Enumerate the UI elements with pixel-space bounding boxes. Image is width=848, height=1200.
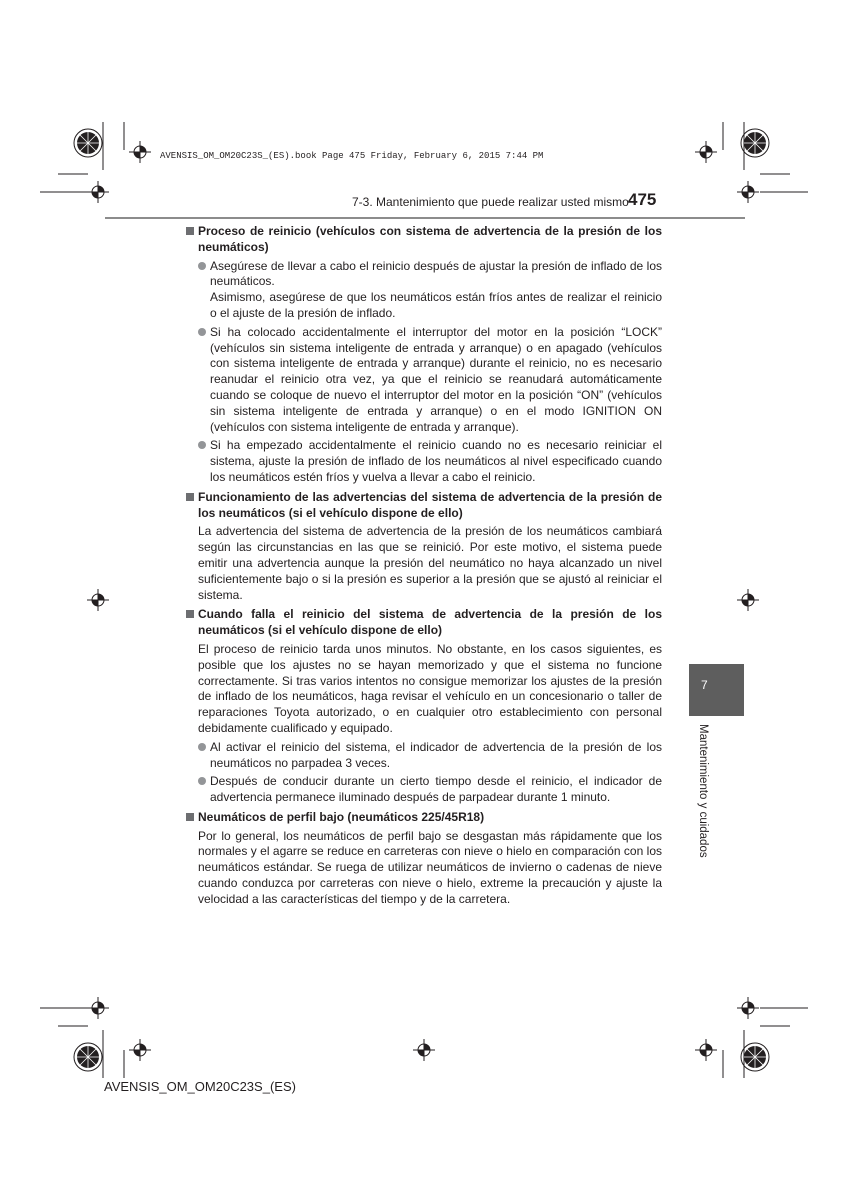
round-bullet-icon	[198, 262, 206, 270]
list-item-text: Asegúrese de llevar a cabo el reinicio después de ajustar la presión de inflado de los neumáticos.	[210, 258, 662, 289]
list-item-note: Asimismo, asegúrese de que los neumáticos están fríos antes de realizar el reinicio o el ajuste de la presión de inflado.	[210, 290, 662, 320]
paragraph: Por lo general, los neumáticos de perfil bajo se desgastan más rápidamente que los normales y el agarre se reduce en carreteras con nieve o hielo en comparación con los neumáticos estándar. Se ruega de utilizar neumáticos de invierno o cadenas de nieve cuando conduzca por carreteras con nieve o hielo, extreme la precaución y ajuste la velocidad a las características del tiempo y de la carretera.	[198, 828, 662, 906]
section-heading	[186, 810, 662, 826]
list-item-text: Al activar el reinicio del sistema, el indicador de advertencia de la presión de los neumáticos no parpadea 3 veces.	[210, 739, 662, 770]
chapter-number: 7	[701, 678, 708, 692]
heading-text: Cuando falla el reinicio del sistema de advertencia de la presión de los neumáticos (si el vehículo dispone de ello)	[198, 607, 662, 638]
square-bullet-icon	[186, 610, 194, 618]
header-rule	[105, 217, 745, 219]
list-item-text: Si ha colocado accidentalmente el interruptor del motor en la posición “LOCK” (vehículos sin sistema inteligente de entrada y arranque) o en apagado (vehículos con sistema inteligente de entrada y arranque) durante el reinicio, no es necesario reanudar el reinicio otra vez, ya que el reinicio se reanudará automáticamente cuando se coloque de nuevo el interruptor del motor en la posición “ON” (vehículos sin sistema inteligente de entrada y arranque) o en el modo IGNITION ON (vehículos con sistema inteligente de entrada y arranque).	[210, 324, 662, 434]
section-low-profile-tires	[186, 810, 662, 908]
list-item	[186, 259, 662, 291]
list-item	[186, 325, 662, 436]
list-item-text: Si ha empezado accidentalmente el reinicio cuando no es necesario reiniciar el sistema, ajuste la presión de inflado de los neumáticos al nivel especificado cuando los neumáticos estén fríos y vuelva a llevar a cabo el reinicio.	[210, 438, 662, 484]
list-item	[186, 774, 662, 806]
section-heading	[186, 224, 662, 256]
heading-text: Funcionamiento de las advertencias del sistema de advertencia de la presión de los neumáticos (si el vehículo dispone de ello)	[198, 489, 662, 520]
chapter-label: Mantenimiento y cuidados	[697, 724, 709, 858]
heading-text: Neumáticos de perfil bajo (neumáticos 225/45R18)	[198, 809, 485, 824]
footer-doc-id: AVENSIS_OM_OM20C23S_(ES)	[104, 1079, 296, 1094]
round-bullet-icon	[198, 441, 206, 449]
print-info: AVENSIS_OM_OM20C23S_(ES).book Page 475 Friday, February 6, 2015 7:44 PM	[160, 151, 544, 161]
paragraph: La advertencia del sistema de advertencia de la presión de los neumáticos cambiará según las circunstancias en las que se reinició. Por este motivo, el sistema puede emitir una advertencia aunque la presión del neumático no haya alcanzado un nivel suficientemente bajo o si la presión es superior a la presión que se ajustó al reiniciar el sistema.	[198, 524, 662, 602]
section-heading	[186, 490, 662, 522]
heading-text: Proceso de reinicio (vehículos con sistema de advertencia de la presión de los neumáticos)	[198, 224, 662, 254]
section-reset-process	[186, 224, 662, 486]
square-bullet-icon	[186, 493, 194, 501]
section-warning-operation	[186, 490, 662, 604]
section-reset-failure	[186, 607, 662, 806]
list-item	[186, 740, 662, 772]
page-number: 475	[628, 190, 657, 209]
square-bullet-icon	[186, 227, 194, 235]
paragraph: El proceso de reinicio tarda unos minutos. No obstante, en los casos siguientes, es posible que los ajustes no se hayan memorizado y que el sistema no funcione correctamente. Si tras varios intentos no consigue memorizar los ajustes de la presión de inflado de los neumáticos, haga revisar el vehículo en un concesionario o taller de reparaciones Toyota autorizado, o en cualquier otro establecimiento con personal debidamente cualificado y equipado.	[198, 641, 662, 735]
square-bullet-icon	[186, 813, 194, 821]
section-heading	[186, 607, 662, 639]
section-title: 7-3. Mantenimiento que puede realizar usted mismo	[352, 195, 629, 209]
main-content	[186, 224, 662, 912]
list-item	[186, 438, 662, 485]
chapter-tab	[689, 664, 744, 716]
round-bullet-icon	[198, 328, 206, 336]
list-item-text: Después de conducir durante un cierto tiempo desde el reinicio, el indicador de advertencia permanece iluminado después de parpadear durante 1 minuto.	[210, 774, 662, 805]
round-bullet-icon	[198, 743, 206, 751]
round-bullet-icon	[198, 777, 206, 785]
